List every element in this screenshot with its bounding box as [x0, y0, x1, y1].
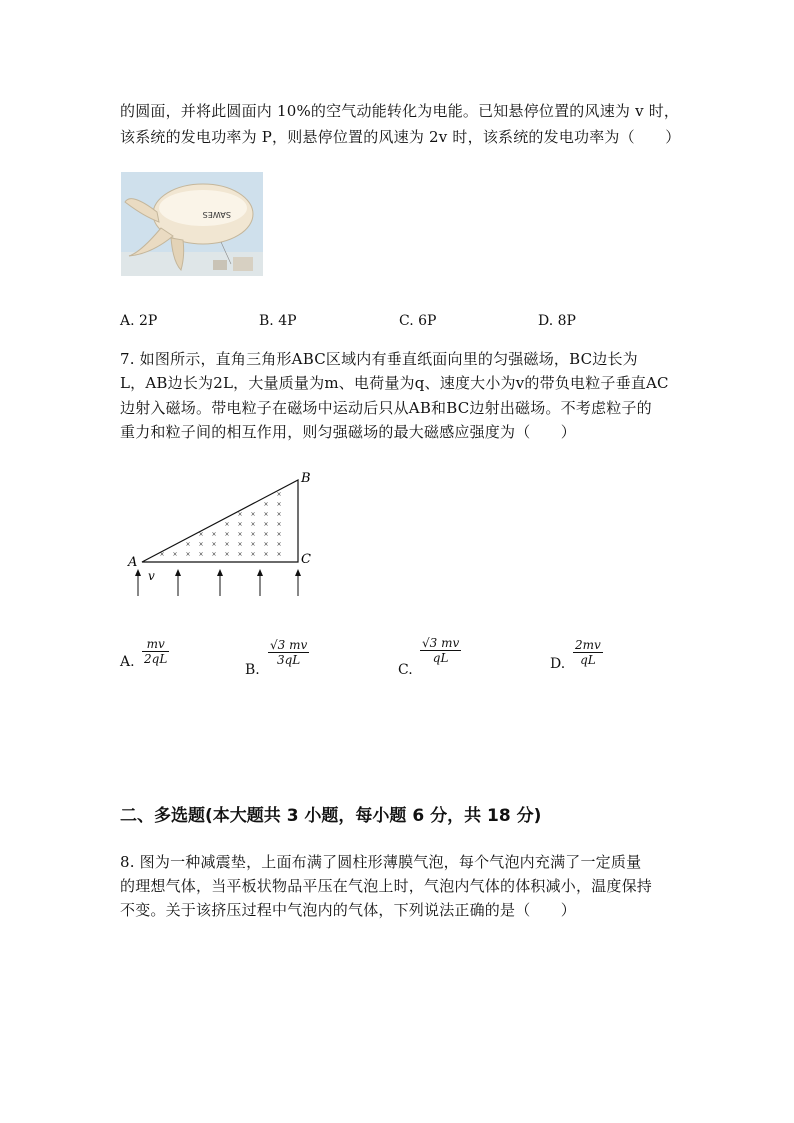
field-x-mark: ×: [185, 551, 191, 558]
field-x-mark: ×: [211, 541, 217, 548]
magnetic-field-marks: [159, 491, 281, 558]
q7-text-line1: 7. 如图所示，直角三角形ABC区域内有垂直纸面向里的匀强磁场，BC边长为: [120, 350, 638, 368]
q8-text-line1: 8. 图为一种减震垫，上面布满了圆柱形薄膜气泡，每个气泡内充满了一定质量: [120, 853, 642, 871]
field-x-mark: ×: [159, 551, 165, 558]
field-x-mark: ×: [198, 531, 204, 538]
field-x-mark: ×: [263, 521, 269, 528]
q7-option-d-letter: D.: [550, 656, 566, 672]
q6-option-a: A. 2P: [120, 313, 158, 329]
q7-text-line3: 边射入磁场。带电粒子在磁场中运动后只从AB和BC边射出磁场。不考虑粒子的: [120, 399, 652, 417]
q7-option-d-numerator: 2mv: [575, 638, 601, 652]
q8-text-line2: 的理想气体，当平板状物品平压在气泡上时，气泡内气体的体积减小，温度保持: [120, 877, 653, 895]
field-x-mark: ×: [250, 521, 256, 528]
field-x-mark: ×: [263, 511, 269, 518]
field-x-mark: ×: [263, 531, 269, 538]
velocity-arrow: [217, 569, 223, 596]
q7-option-d-denominator: qL: [580, 653, 596, 667]
q6-option-c: C. 6P: [399, 313, 437, 329]
q7-option-d-fraction: [573, 638, 603, 667]
velocity-arrows: [135, 569, 301, 596]
q7-option-a-denominator: 2qL: [144, 652, 168, 666]
field-x-mark: ×: [237, 551, 243, 558]
field-x-mark: ×: [250, 511, 256, 518]
field-x-mark: ×: [276, 551, 282, 558]
q6-option-d: D. 8P: [538, 313, 576, 329]
q6-text-line2: 该系统的发电功率为 P，则悬停位置的风速为 2v 时，该系统的发电功率为（ ）: [120, 128, 681, 146]
velocity-arrow: [295, 569, 301, 596]
q7-option-b-letter: B.: [245, 662, 260, 678]
field-x-mark: ×: [211, 531, 217, 538]
airship-photo: [121, 172, 263, 276]
label-b: B: [301, 471, 311, 486]
q7-text-line2: L，AB边长为2L，大量质量为m、电荷量为q、速度大小为v的带负电粒子垂直AC: [120, 374, 669, 392]
q7-text-line4: 重力和粒子间的相互作用，则匀强磁场的最大磁感应强度为（ ）: [120, 423, 577, 441]
field-x-mark: ×: [185, 541, 191, 548]
field-x-mark: ×: [172, 551, 178, 558]
triangle-abc: [142, 480, 298, 562]
field-x-mark: ×: [276, 531, 282, 538]
field-x-mark: ×: [263, 551, 269, 558]
section-2-heading: 二、多选题(本大题共 3 小题，每小题 6 分，共 18 分): [120, 806, 542, 826]
label-v: v: [148, 569, 155, 583]
q7-option-c-denominator: qL: [432, 651, 449, 665]
q7-option-a-fraction: [142, 637, 169, 666]
field-x-mark: ×: [263, 541, 269, 548]
field-x-mark: ×: [198, 541, 204, 548]
field-x-mark: ×: [276, 521, 282, 528]
field-x-mark: ×: [237, 531, 243, 538]
q7-option-a-letter: A.: [120, 654, 135, 670]
q8-text-line3: 不变。关于该挤压过程中气泡内的气体，下列说法正确的是（ ）: [120, 901, 577, 919]
field-x-mark: ×: [211, 551, 217, 558]
q7-option-c-numerator: √3 mv: [422, 636, 460, 650]
field-x-mark: ×: [276, 511, 282, 518]
q7-option-c-fraction: [420, 636, 461, 665]
velocity-arrow: [257, 569, 263, 596]
field-x-mark: ×: [198, 551, 204, 558]
field-x-mark: ×: [276, 541, 282, 548]
field-x-mark: ×: [250, 551, 256, 558]
q7-option-b-numerator: √3 mv: [270, 638, 308, 652]
triangle-field-diagram: [118, 468, 328, 598]
field-x-mark: ×: [250, 531, 256, 538]
field-x-mark: ×: [250, 541, 256, 548]
q7-option-c-letter: C.: [398, 662, 413, 678]
q7-option-b-denominator: 3qL: [276, 653, 301, 667]
field-x-mark: ×: [237, 521, 243, 528]
field-x-mark: ×: [276, 501, 282, 508]
field-x-mark: ×: [224, 551, 230, 558]
label-a: A: [128, 555, 138, 570]
field-x-mark: ×: [224, 531, 230, 538]
field-x-mark: ×: [224, 521, 230, 528]
field-x-mark: ×: [224, 541, 230, 548]
field-x-mark: ×: [237, 541, 243, 548]
field-x-mark: ×: [263, 501, 269, 508]
label-c: C: [301, 552, 311, 567]
q6-text-line1: 的圆面，并将此圆面内 10%的空气动能转化为电能。已知悬停位置的风速为 v 时，: [120, 102, 680, 120]
airship-lettering: SAWES: [202, 210, 231, 219]
q7-option-b-fraction: [268, 638, 309, 667]
velocity-arrow: [175, 569, 181, 596]
field-x-mark: ×: [237, 511, 243, 518]
q7-option-a-numerator: mv: [142, 637, 169, 652]
q6-option-b: B. 4P: [259, 313, 297, 329]
velocity-arrow: [135, 569, 141, 596]
field-x-mark: ×: [276, 491, 282, 498]
